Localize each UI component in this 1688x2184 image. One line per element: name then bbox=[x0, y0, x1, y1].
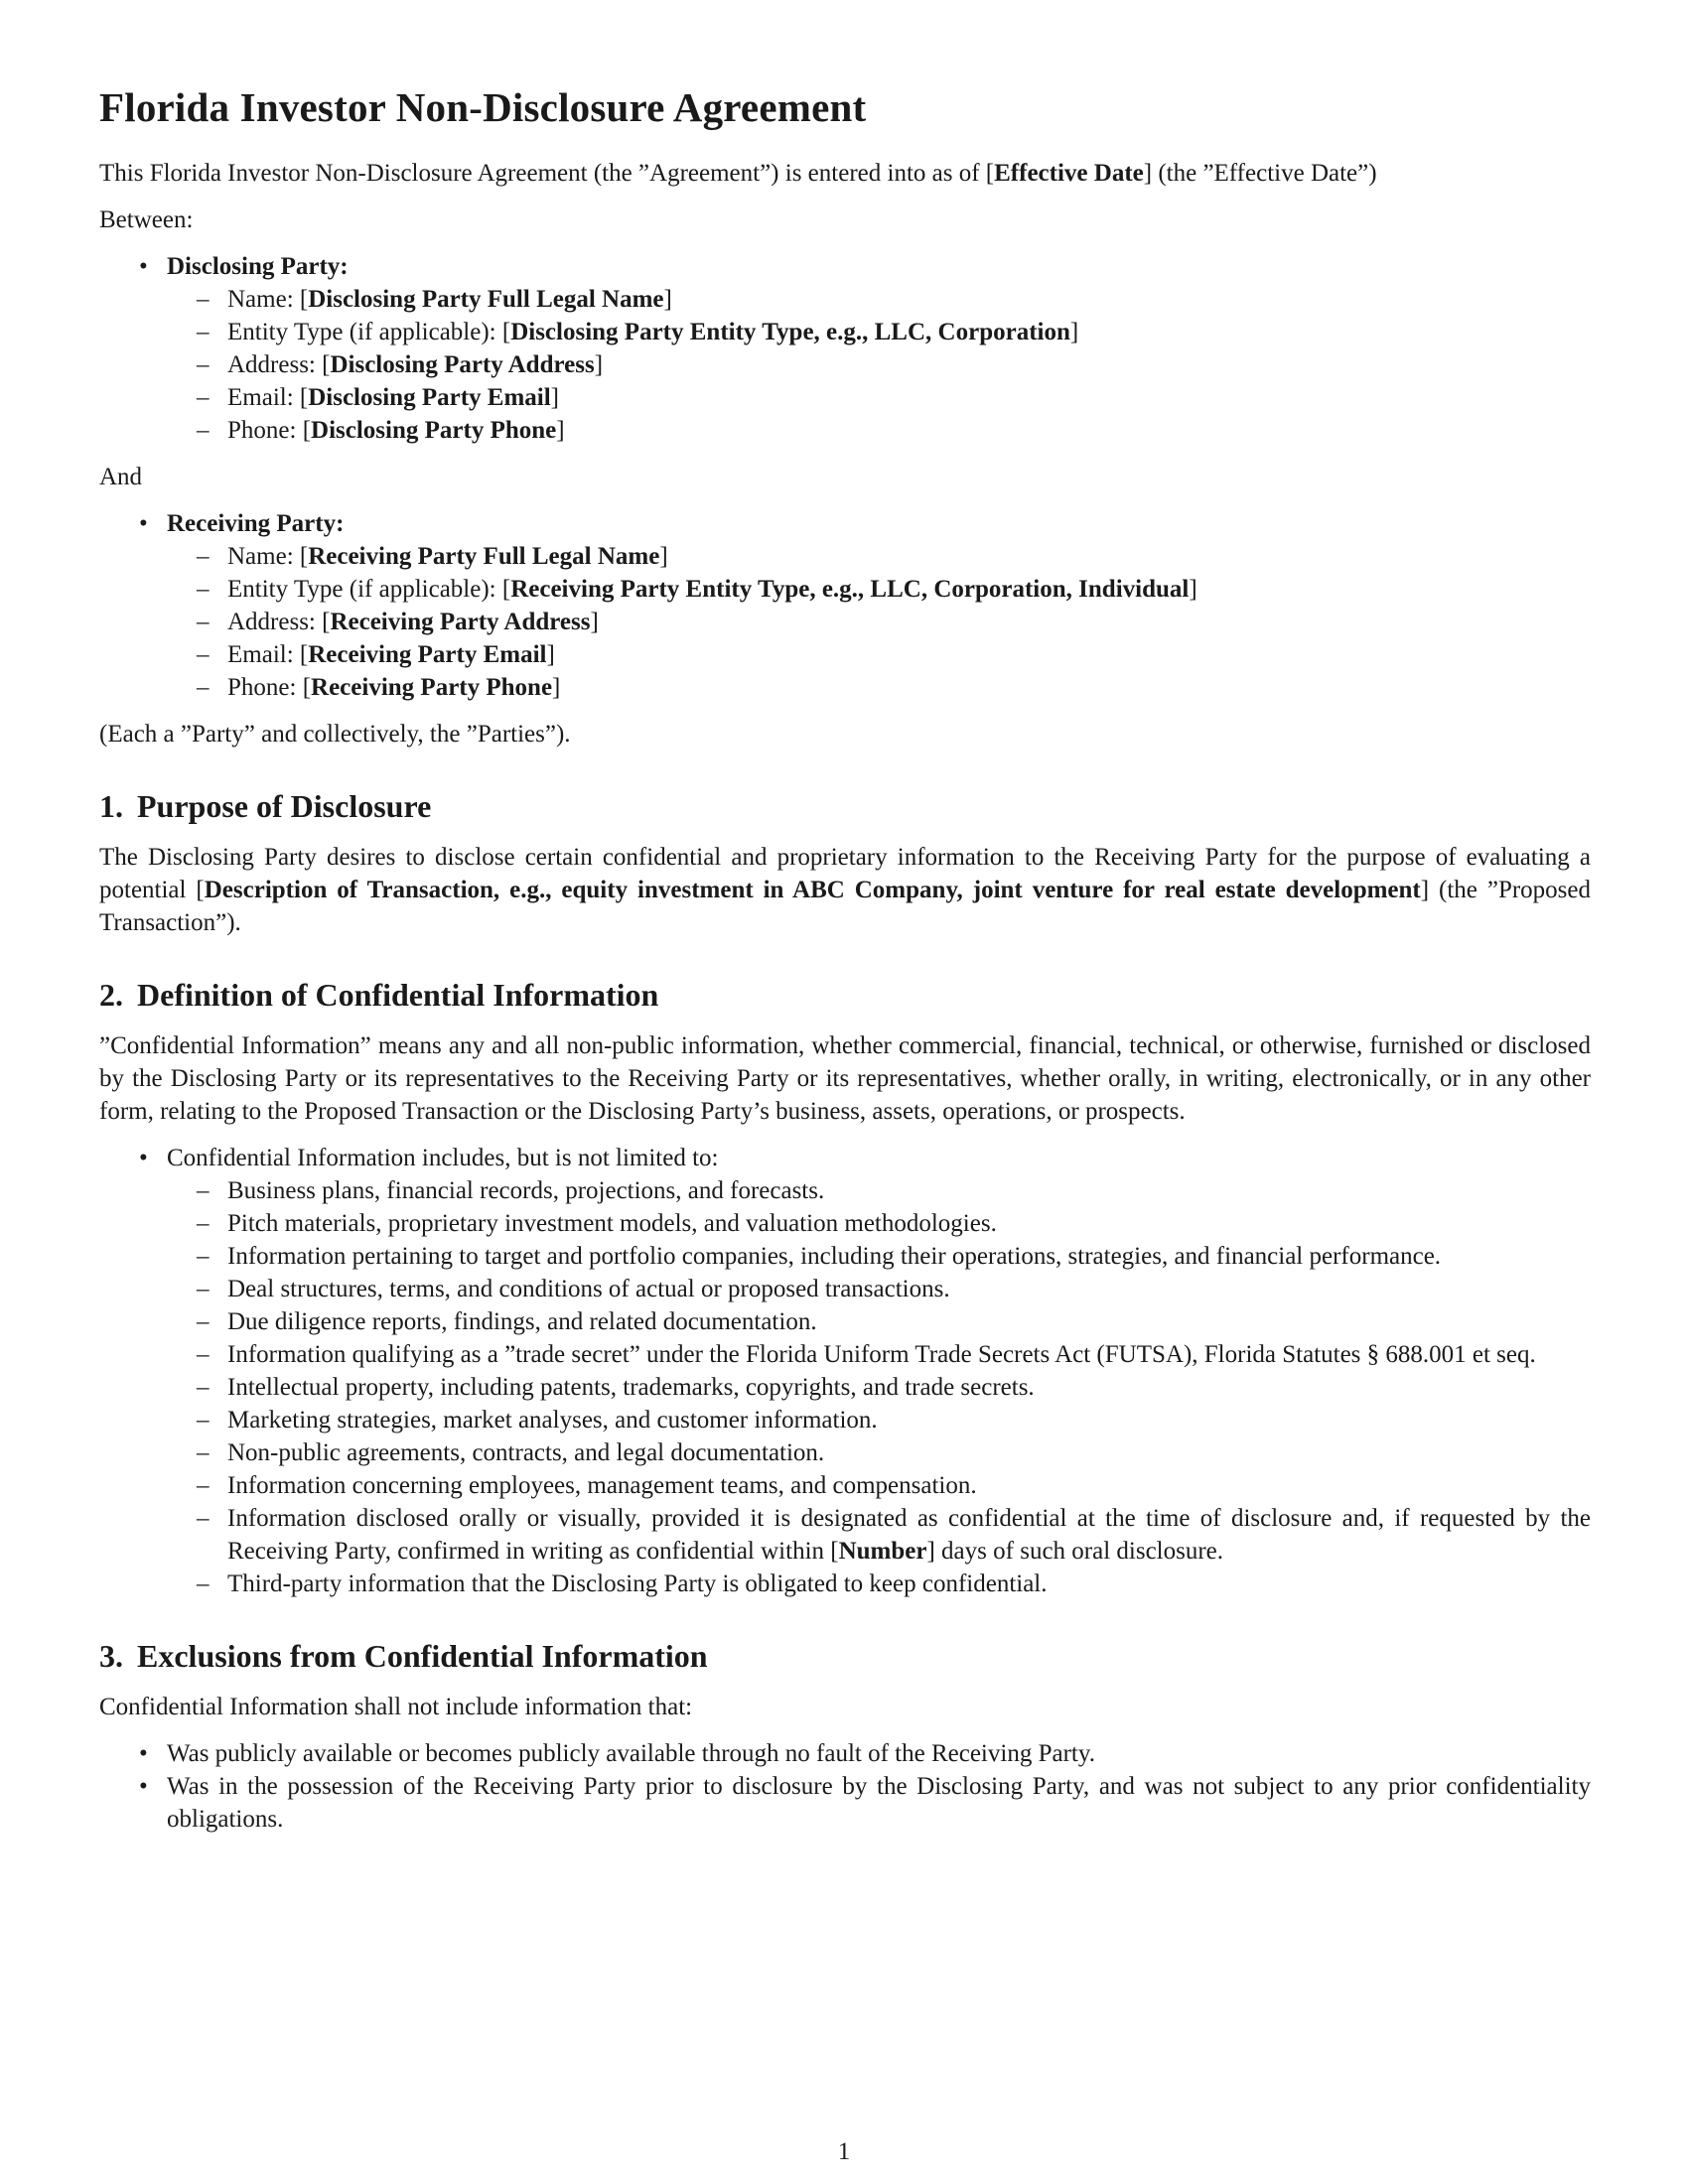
section-title: Exclusions from Confidential Information bbox=[137, 1638, 708, 1674]
section-1-paragraph bbox=[99, 841, 1591, 939]
list-item: – Due diligence reports, findings, and related documentation. bbox=[227, 1305, 1591, 1338]
section-number: 1. bbox=[99, 788, 123, 824]
section-title: Definition of Confidential Information bbox=[137, 977, 659, 1013]
field-value: Receiving Party Entity Type, e.g., LLC, Corporation, Individual bbox=[510, 576, 1190, 603]
list-item: – Business plans, financial records, projections, and forecasts. bbox=[227, 1174, 1591, 1207]
receiving-email-field bbox=[227, 638, 1591, 671]
and-label: And bbox=[99, 464, 143, 490]
field-label: Email: [ bbox=[227, 641, 309, 668]
disclosing-party-item bbox=[167, 250, 1591, 447]
section-number: 3. bbox=[99, 1638, 123, 1674]
document-page bbox=[99, 83, 1591, 1849]
intro-text-pre: This Florida Investor Non-Disclosure Agreement (the ”Agreement”) is entered into as of [ bbox=[99, 160, 995, 187]
page-number: 1 bbox=[837, 2138, 851, 2165]
section-2-list bbox=[99, 1142, 1591, 1600]
list-item: – Information concerning employees, management teams, and compensation. bbox=[227, 1469, 1591, 1502]
section-2-heading bbox=[99, 977, 1591, 1014]
intro-paragraph bbox=[99, 157, 1591, 190]
field-bracket: ] bbox=[590, 609, 599, 635]
intro-text-post: ] (the ”Effective Date”) bbox=[1143, 160, 1377, 187]
section-2-paragraph: ”Confidential Information” means any and all non-public information, whether commercial, financial, technical, or otherwise, furnished or disclosed by the Disclosing Party or its representatives to the Receiving Party or its representatives, whether orally, in writing, electronically, or in any other form, relating to the Proposed Transaction or the Disclosing Party’s business, assets, operations, or prospects. bbox=[99, 1032, 1591, 1125]
paragraph-text: ] (the ”Proposed Transaction”). bbox=[99, 877, 1591, 936]
list-item: • Was publicly available or becomes publicly available through no fault of the Receiving Party. bbox=[167, 1737, 1591, 1770]
receiving-phone-field bbox=[227, 671, 1591, 704]
between-label: Between: bbox=[99, 206, 194, 233]
parties-note: (Each a ”Party” and collectively, the ”Parties”). bbox=[99, 721, 571, 748]
includes-label: Confidential Information includes, but is not limited to: bbox=[167, 1145, 719, 1171]
field-bracket: ] bbox=[594, 351, 604, 378]
field-value: Disclosing Party Email bbox=[308, 384, 551, 411]
field-label: Entity Type (if applicable): [ bbox=[227, 576, 511, 603]
section-3-heading bbox=[99, 1638, 1591, 1675]
field-label: Name: [ bbox=[227, 543, 309, 570]
section-3-intro: Confidential Information shall not include information that: bbox=[99, 1694, 693, 1720]
list-item: – Marketing strategies, market analyses, and customer information. bbox=[227, 1404, 1591, 1436]
disclosing-entity-type-field bbox=[227, 316, 1591, 348]
receiving-party-heading: Receiving Party: bbox=[167, 510, 345, 537]
effective-date-placeholder: Effective Date bbox=[994, 160, 1144, 187]
field-label: Entity Type (if applicable): [ bbox=[227, 319, 511, 345]
field-label: Phone: [ bbox=[227, 417, 312, 444]
disclosing-address-field bbox=[227, 348, 1591, 381]
receiving-party-fields bbox=[167, 540, 1591, 704]
includes-item bbox=[167, 1142, 1591, 1600]
field-value: Receiving Party Phone bbox=[311, 674, 553, 701]
field-label: Address: [ bbox=[227, 351, 331, 378]
list-item: – Information pertaining to target and portfolio companies, including their operations, strategies, and financial performance. bbox=[227, 1240, 1591, 1273]
field-value: Disclosing Party Entity Type, e.g., LLC, Corporation bbox=[510, 319, 1070, 345]
disclosing-email-field bbox=[227, 381, 1591, 414]
receiving-address-field bbox=[227, 606, 1591, 638]
field-value: Receiving Party Email bbox=[308, 641, 547, 668]
list-item: – Information qualifying as a ”trade secret” under the Florida Uniform Trade Secrets Act (FUTSA), Florida Statutes § 688.001 et seq. bbox=[227, 1338, 1591, 1371]
field-bracket: ] bbox=[556, 417, 565, 444]
field-bracket: ] bbox=[1189, 576, 1197, 603]
field-bracket: ] bbox=[663, 286, 672, 313]
section-number: 2. bbox=[99, 977, 123, 1013]
disclosing-phone-field bbox=[227, 414, 1591, 447]
list-item-text: Information disclosed orally or visually, provided it is designated as confidential at the time of disclosure and, if requested by the Receiving Party, confirmed in writing as confidential within [ bbox=[227, 1505, 1591, 1565]
oral-disclosure-item bbox=[227, 1502, 1591, 1568]
list-item: – Third-party information that the Disclosing Party is obligated to keep confidential. bbox=[227, 1568, 1591, 1600]
exclusions-list bbox=[99, 1737, 1591, 1836]
field-value: Receiving Party Address bbox=[330, 609, 591, 635]
included-info-list bbox=[167, 1174, 1591, 1600]
list-item-text: ] days of such oral disclosure. bbox=[926, 1538, 1224, 1565]
list-item: – Deal structures, terms, and conditions of actual or proposed transactions. bbox=[227, 1273, 1591, 1305]
field-label: Name: [ bbox=[227, 286, 309, 313]
field-bracket: ] bbox=[550, 384, 559, 411]
receiving-party-list bbox=[99, 507, 1591, 704]
field-value: Disclosing Party Full Legal Name bbox=[308, 286, 664, 313]
disclosing-party-heading: Disclosing Party: bbox=[167, 253, 349, 280]
receiving-party-item bbox=[167, 507, 1591, 704]
disclosing-party-list bbox=[99, 250, 1591, 447]
field-label: Email: [ bbox=[227, 384, 309, 411]
receiving-entity-type-field bbox=[227, 573, 1591, 606]
field-value: Receiving Party Full Legal Name bbox=[308, 543, 660, 570]
transaction-placeholder: Description of Transaction, e.g., equity investment in ABC Company, joint venture for real estate development bbox=[204, 877, 1421, 903]
section-title: Purpose of Disclosure bbox=[137, 788, 432, 824]
field-bracket: ] bbox=[546, 641, 555, 668]
field-bracket: ] bbox=[552, 674, 561, 701]
receiving-name-field bbox=[227, 540, 1591, 573]
field-bracket: ] bbox=[1069, 319, 1079, 345]
section-1-heading bbox=[99, 788, 1591, 825]
field-bracket: ] bbox=[659, 543, 668, 570]
list-item: • Was in the possession of the Receiving Party prior to disclosure by the Disclosing Party, and was not subject to any prior confidentiality obligations. bbox=[167, 1770, 1591, 1836]
disclosing-name-field bbox=[227, 283, 1591, 316]
paragraph-text: The Disclosing Party desires to disclose certain confidential and proprietary information to the Receiving Party for the purpose of evaluating a potential [ bbox=[99, 844, 1591, 903]
list-item: – Intellectual property, including patents, trademarks, copyrights, and trade secrets. bbox=[227, 1371, 1591, 1404]
list-item: – Non-public agreements, contracts, and legal documentation. bbox=[227, 1436, 1591, 1469]
disclosing-party-fields bbox=[167, 283, 1591, 447]
number-placeholder: Number bbox=[838, 1538, 927, 1565]
field-value: Disclosing Party Address bbox=[330, 351, 595, 378]
list-item: – Pitch materials, proprietary investment models, and valuation methodologies. bbox=[227, 1207, 1591, 1240]
field-value: Disclosing Party Phone bbox=[311, 417, 557, 444]
field-label: Phone: [ bbox=[227, 674, 312, 701]
document-title: Florida Investor Non-Disclosure Agreement bbox=[99, 84, 867, 130]
field-label: Address: [ bbox=[227, 609, 331, 635]
